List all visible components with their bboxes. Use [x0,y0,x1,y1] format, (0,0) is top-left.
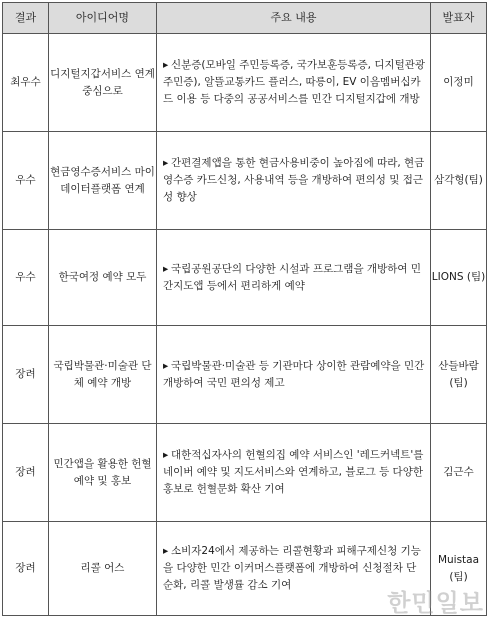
result-cell: 최우수 [3,34,49,132]
presenter-cell: 김근수 [431,424,487,522]
result-cell: 우수 [3,230,49,326]
bullet-icon: ▸ [163,59,169,72]
idea-cell: 국립박물관·미술관 단체 예약 개방 [49,326,157,424]
result-cell: 우수 [3,132,49,230]
result-cell: 장려 [3,326,49,424]
presenter-cell: 삼각형(팀) [431,132,487,230]
presenter-cell: 이정미 [431,34,487,132]
table-row [3,522,487,616]
table-row [3,132,487,230]
header-content: 주요 내용 [157,3,431,34]
content-cell [157,34,431,132]
result-cell: 장려 [3,424,49,522]
idea-cell: 민간앱을 활용한 헌혈 예약 및 홍보 [49,424,157,522]
presenter-cell: Muistaa (팀) [431,522,487,616]
idea-cell: 디지털지갑서비스 연계 중심으로 [49,34,157,132]
content-text: 국립공원공단의 다양한 시설과 프로그램을 개방하여 민간지도앱 등에서 편리하게 예약 [163,262,421,292]
content-cell [157,132,431,230]
table-row [3,326,487,424]
table-row [3,34,487,132]
bullet-icon: ▸ [163,157,169,170]
content-text: 간편결제앱을 통한 현금사용비중이 높아짐에 따라, 현금영수증 카드신청, 사용내역 등을 개방하여 편의성 및 접근성 향상 [163,157,425,203]
bullet-icon: ▸ [163,545,169,558]
watermark-logo: 한민일보 [387,589,484,617]
content-cell [157,326,431,424]
content-text: 국립박물관·미술관 등 기관마다 상이한 관람예약을 민간 개방하여 국민 편의성 제고 [163,359,425,389]
idea-cell: 리콜 어스 [49,522,157,616]
header-presenter: 발표자 [431,3,487,34]
presenter-cell: LIONS (팀) [431,230,487,326]
content-text: 대한적십자사의 헌혈의집 예약 서비스인 '레드커넥트'를 네이버 예약 및 지도서비스와 연계하고, 블로그 등 다양한 홍보로 헌혈문화 확산 기여 [163,449,424,495]
table-row [3,424,487,522]
bullet-icon: ▸ [163,359,169,372]
presenter-cell: 산들바람 (팀) [431,326,487,424]
bullet-icon: ▸ [163,262,169,275]
bullet-icon: ▸ [163,449,169,462]
header-row [3,3,487,34]
table-row [3,230,487,326]
content-cell [157,424,431,522]
idea-cell: 한국여정 예약 모두 [49,230,157,326]
awards-table [2,2,487,616]
header-result: 결과 [3,3,49,34]
idea-cell: 현금영수증서비스 마이데이터플랫폼 연계 [49,132,157,230]
header-idea: 아이디어명 [49,3,157,34]
content-text: 소비자24에서 제공하는 리콜현황과 피해구제신청 기능을 다양한 민간 이커머스플랫폼에 개방하여 신청절차 단순화, 리콜 발생률 감소 기여 [163,545,421,591]
content-cell [157,522,431,616]
content-text: 신분증(모바일 주민등록증, 국가보훈등록증, 디지털관광주민증), 알뜰교통카드 플러스, 따릉이, EV 이음멤버십카드 이용 등 다중의 공공서비스를 민간 디지털지갑에 개방 [163,59,426,105]
result-cell: 장려 [3,522,49,616]
content-cell [157,230,431,326]
